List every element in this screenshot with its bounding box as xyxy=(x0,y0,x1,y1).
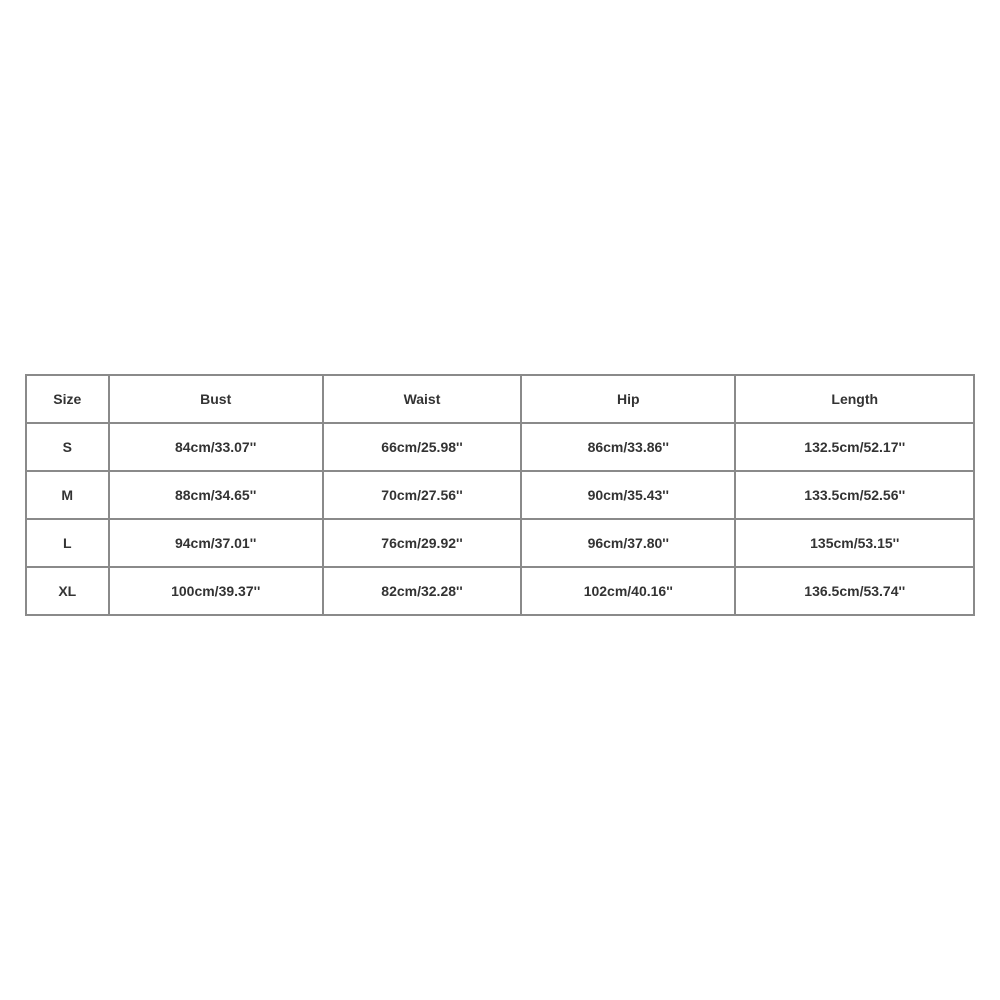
waist-cell: 70cm/27.56'' xyxy=(323,471,521,519)
bust-cell: 94cm/37.01'' xyxy=(109,519,323,567)
hip-cell: 102cm/40.16'' xyxy=(521,567,735,615)
bust-cell: 84cm/33.07'' xyxy=(109,423,323,471)
size-cell: S xyxy=(26,423,109,471)
size-cell: M xyxy=(26,471,109,519)
header-size: Size xyxy=(26,375,109,423)
table-row xyxy=(26,423,974,471)
hip-cell: 86cm/33.86'' xyxy=(521,423,735,471)
table-row xyxy=(26,471,974,519)
size-cell: XL xyxy=(26,567,109,615)
hip-cell: 90cm/35.43'' xyxy=(521,471,735,519)
header-length: Length xyxy=(735,375,974,423)
waist-cell: 82cm/32.28'' xyxy=(323,567,521,615)
length-cell: 132.5cm/52.17'' xyxy=(735,423,974,471)
header-waist: Waist xyxy=(323,375,521,423)
table-row xyxy=(26,567,974,615)
size-chart-table xyxy=(25,374,975,616)
bust-cell: 88cm/34.65'' xyxy=(109,471,323,519)
table-row xyxy=(26,519,974,567)
header-bust: Bust xyxy=(109,375,323,423)
bust-cell: 100cm/39.37'' xyxy=(109,567,323,615)
waist-cell: 66cm/25.98'' xyxy=(323,423,521,471)
header-hip: Hip xyxy=(521,375,735,423)
waist-cell: 76cm/29.92'' xyxy=(323,519,521,567)
size-cell: L xyxy=(26,519,109,567)
length-cell: 135cm/53.15'' xyxy=(735,519,974,567)
table-header-row xyxy=(26,375,974,423)
length-cell: 136.5cm/53.74'' xyxy=(735,567,974,615)
hip-cell: 96cm/37.80'' xyxy=(521,519,735,567)
length-cell: 133.5cm/52.56'' xyxy=(735,471,974,519)
